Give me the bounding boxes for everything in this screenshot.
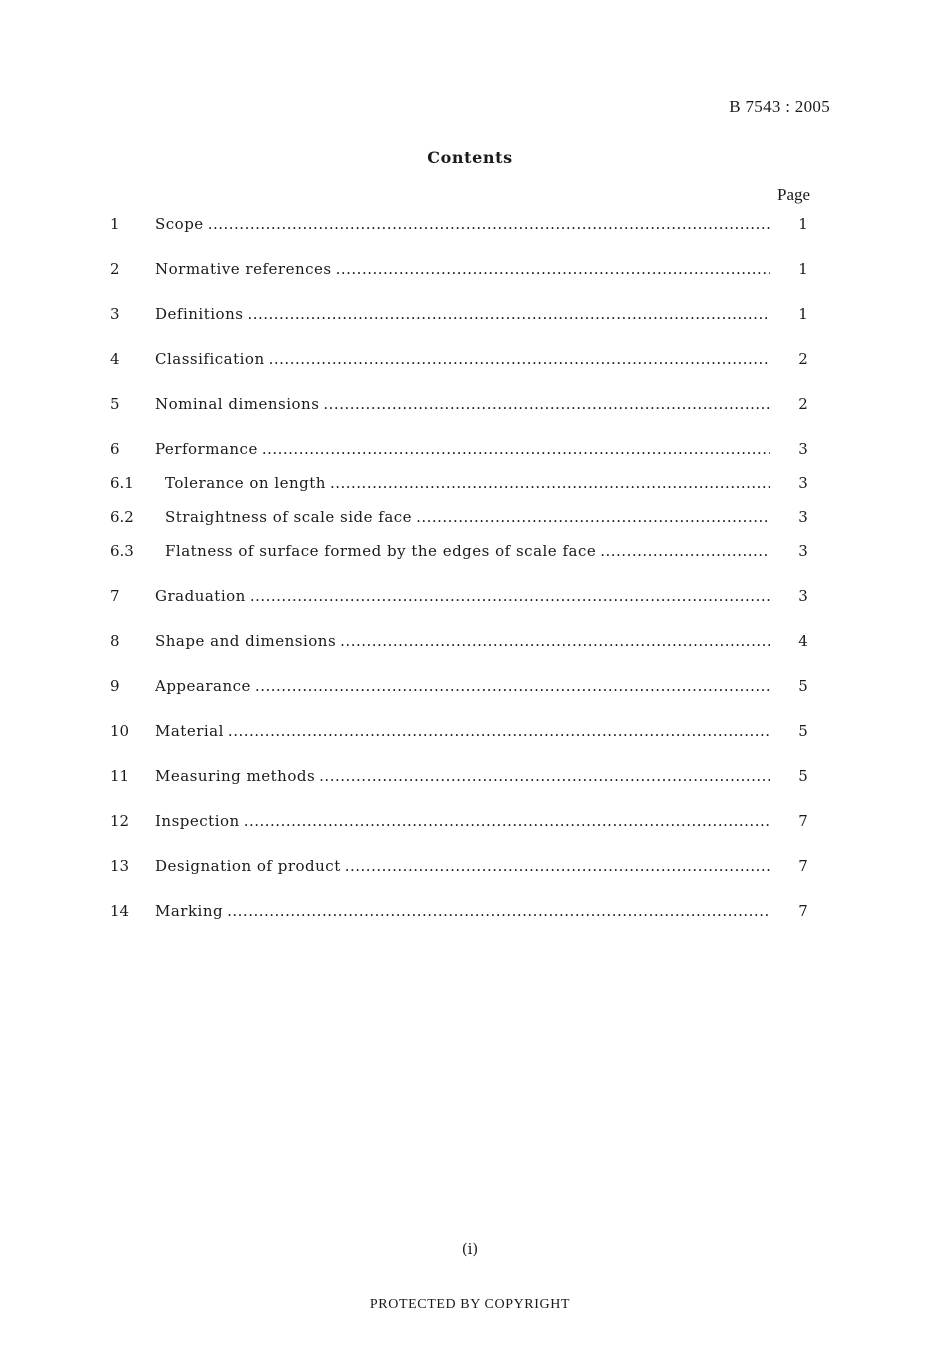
dot-leader xyxy=(323,392,770,416)
toc-subentry xyxy=(110,539,810,563)
toc-entry-number: 12 xyxy=(110,812,130,830)
toc-entry-page: 7 xyxy=(798,812,808,830)
toc-entry-title: Graduation xyxy=(155,587,246,605)
toc-entry xyxy=(110,854,810,878)
toc-entry-number: 6 xyxy=(110,440,120,458)
toc-entry xyxy=(110,629,810,653)
toc-entry-title: Shape and dimensions xyxy=(155,632,337,650)
dot-leader xyxy=(244,809,770,833)
toc-entry-title: Scope xyxy=(155,215,204,233)
toc-title: Contents xyxy=(427,148,513,167)
toc-entry-title: Tolerance on length xyxy=(165,474,326,492)
toc-entry-page: 5 xyxy=(798,677,808,695)
toc-entry-page: 1 xyxy=(798,260,808,278)
toc-entry-number: 14 xyxy=(110,902,130,920)
toc-entry-title: Designation of product xyxy=(155,857,341,875)
toc-entry xyxy=(110,212,810,236)
toc-entry-title: Appearance xyxy=(155,677,251,695)
dot-leader xyxy=(416,505,770,529)
toc-entry-title: Nominal dimensions xyxy=(155,395,320,413)
toc-entry-number: 11 xyxy=(110,767,130,785)
dot-leader xyxy=(247,302,770,326)
dot-leader xyxy=(340,629,770,653)
toc-entry-page: 3 xyxy=(798,542,808,560)
toc-entry-page: 3 xyxy=(798,474,808,492)
toc-entry-page: 1 xyxy=(798,215,808,233)
toc-entry-title: Flatness of surface formed by the edges of scale face xyxy=(165,542,597,560)
toc-entry-number: 4 xyxy=(110,350,120,368)
toc-entry xyxy=(110,257,810,281)
dot-leader xyxy=(345,854,770,878)
toc-entry-title: Definitions xyxy=(155,305,244,323)
dot-leader xyxy=(262,437,770,461)
dot-leader xyxy=(255,674,770,698)
toc-entry-number: 5 xyxy=(110,395,120,413)
dot-leader xyxy=(269,347,770,371)
toc-entry-number: 10 xyxy=(110,722,130,740)
dot-leader xyxy=(227,899,770,923)
toc-entry-number: 8 xyxy=(110,632,120,650)
toc-entry xyxy=(110,674,810,698)
toc-entry-number: 9 xyxy=(110,677,120,695)
document-code: B 7543 : 2005 xyxy=(729,97,830,116)
dot-leader xyxy=(319,764,770,788)
toc-entry-title: Straightness of scale side face xyxy=(165,508,413,526)
toc-entry-page: 3 xyxy=(798,440,808,458)
toc-entry-number: 2 xyxy=(110,260,120,278)
toc-entry-title: Marking xyxy=(155,902,224,920)
toc-entry-page: 3 xyxy=(798,587,808,605)
toc-entry-title: Classification xyxy=(155,350,265,368)
toc-entry xyxy=(110,899,810,923)
toc-entry-title: Performance xyxy=(155,440,258,458)
dot-leader xyxy=(208,212,770,236)
toc-entry xyxy=(110,437,810,461)
toc-entry xyxy=(110,347,810,371)
toc-entry-page: 4 xyxy=(798,632,808,650)
toc-entry-title: Inspection xyxy=(155,812,240,830)
toc-entry-title: Material xyxy=(155,722,224,740)
page-column-heading: Page xyxy=(777,185,811,204)
toc-entry-page: 7 xyxy=(798,857,808,875)
toc-entry-number: 6.3 xyxy=(110,542,134,560)
dot-leader xyxy=(600,539,770,563)
toc-entry-number: 6.1 xyxy=(110,474,134,492)
toc-entry-number: 6.2 xyxy=(110,508,134,526)
toc-entry-number: 7 xyxy=(110,587,120,605)
toc-entry-page: 1 xyxy=(798,305,808,323)
toc-entry-number: 13 xyxy=(110,857,130,875)
toc-entry-page: 5 xyxy=(798,767,808,785)
dot-leader xyxy=(336,257,770,281)
toc-entry-title: Measuring methods xyxy=(155,767,316,785)
page-folio: (i) xyxy=(461,1240,479,1258)
toc-entry-title: Normative references xyxy=(155,260,332,278)
toc-entry xyxy=(110,719,810,743)
toc-subentry xyxy=(110,505,810,529)
toc-entry xyxy=(110,764,810,788)
toc-entry-page: 7 xyxy=(798,902,808,920)
toc-entry-number: 1 xyxy=(110,215,120,233)
dot-leader xyxy=(228,719,770,743)
toc-entry-page: 2 xyxy=(798,395,808,413)
toc-subentry xyxy=(110,471,810,495)
toc-entry xyxy=(110,302,810,326)
dot-leader xyxy=(250,584,770,608)
toc-entry-number: 3 xyxy=(110,305,120,323)
toc-entry xyxy=(110,584,810,608)
toc-entry-page: 3 xyxy=(798,508,808,526)
toc-entry xyxy=(110,392,810,416)
dot-leader xyxy=(330,471,770,495)
toc-entry-page: 5 xyxy=(798,722,808,740)
copyright-notice: PROTECTED BY COPYRIGHT xyxy=(369,1297,571,1312)
toc-entry-page: 2 xyxy=(798,350,808,368)
toc-entry xyxy=(110,809,810,833)
